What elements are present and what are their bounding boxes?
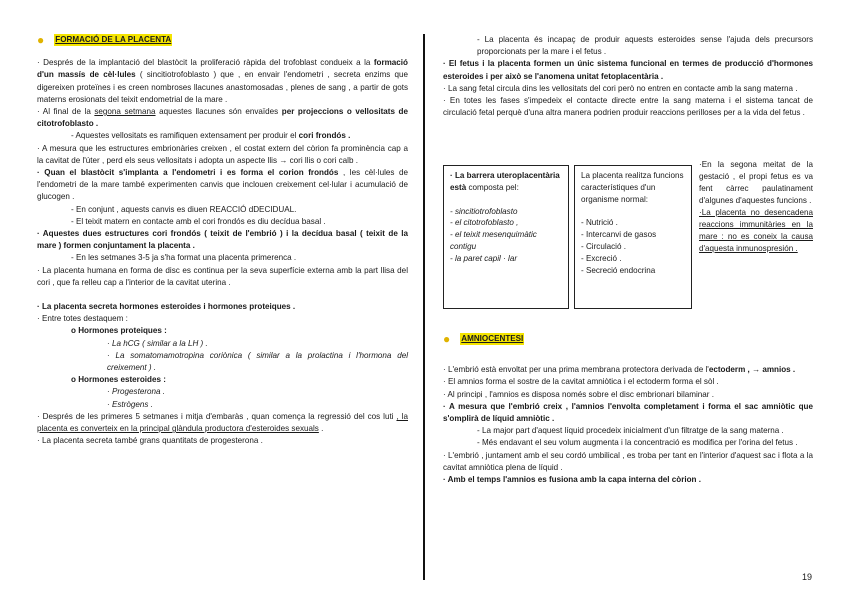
page-number: 19 [802, 572, 813, 582]
paragraph: - La placenta és incapaç de produir aquests esteroides sense l'ajuda dels precursors proporcionats per la mare i el fetus . [477, 35, 813, 57]
left-column [37, 34, 408, 448]
paragraph: - En conjunt , aquests canvis es diuen REACCIÓ dDECIDUAL. [71, 204, 297, 214]
paragraph: · Després de la implantació del blastòcit la proliferació ràpida del trofoblast condueix a la formació d'un massís de cèl·lules ( sincitiotrofoblasto ) que , en envair l'endometri , secreta enzims que digereixen proteïnes i es creen nombroses llacunes anastomosadas , plenes de sang , a partir de gots materns erosionats del teixit endometrial de la mare . [37, 58, 408, 104]
paragraph: ·En la segona meitat de la gestació , el propi fetus es va fent càrrec paulatinament d'algunes d'aquestes funcions . [699, 160, 813, 205]
list-heading: o Hormones esteroides : [71, 375, 166, 385]
amniocentesi-section [443, 333, 813, 486]
box-item: - sincitiotrofoblasto [450, 206, 518, 216]
paragraph: · La placenta humana en forma de disc es continua per la seva superfície externa amb la part llisa del cori , que fa relleu cap a l'interior de la cavitat uterina . [37, 265, 408, 287]
heading-placenta: FORMACIÓ DE LA PLACENTA [54, 34, 172, 46]
column-divider [423, 34, 425, 580]
list-item: · La somatomamotropina coriònica ( similar a la prolactina i l'hormona del creixement ) . [107, 350, 408, 373]
bullet-icon: ● [37, 33, 45, 48]
barrier-box [443, 165, 569, 309]
paragraph: - El teixit matern en contacte amb el cori frondós es diu decídua basal . [71, 216, 326, 226]
box-item: - Circulació . [581, 241, 626, 251]
box-item: - la paret capil · lar [450, 253, 518, 263]
right-column [443, 34, 813, 119]
paragraph: · A mesura que les estructures embrionàries creixen , el costat extern del còrion fa prominència cap a la cavitat de l'úter , perd els seus vellositats i adopta un aspecte llis → cori llis o cori calb . [37, 143, 408, 165]
box-title: · La barrera uteroplacentària està composta pel: [450, 171, 560, 192]
paragraph: · La placenta secreta també grans quantitats de progesterona . [37, 436, 263, 446]
paragraph: · Després de les primeres 5 setmanes i mitja d'embaràs , quan comença la regressió del cos luti , la placenta es converteix en la principal glàndula productora d'esteroides sexuals . [37, 411, 408, 434]
paragraph: - Més endavant el seu volum augmenta i la concentració es modifica per l'orina del fetus . [477, 438, 798, 448]
box-item: - el citotrofoblasto , [450, 218, 519, 228]
paragraph: · El amnios forma el sostre de la cavitat amniòtica i el ectoderm forma el sòl . [443, 377, 719, 387]
box-item: - Secreció endocrina [581, 265, 656, 275]
paragraph: · Entre totes destaquem : [37, 314, 128, 324]
paragraph: · En totes les fases s'impedeix el contacte directe entre la sang materna i el sistema tancat de circulació fetal perquè d'una altra manera podrien produir reaccions perilloses per a la vida del fetus . [443, 96, 813, 118]
list-item: · Progesterona . [107, 387, 166, 397]
paragraph: · L'embrió està envoltat per una prima membrana protectora derivada de l'ectoderm , → amnios . [443, 365, 796, 375]
box-item: - Excreció . [581, 253, 622, 263]
paragraph: · Quan el blastòcit s'implanta a l'endometri i es forma el corion frondós , les cèl·lules de l'endometri de la mare també experimenten canvis que inclouen creixement cel·lular i acumulació de glucogen . [37, 168, 409, 202]
paragraph: - La major part d'aquest líquid procedeix inicialment d'un filtratge de la sang materna . [477, 426, 784, 436]
section-heading-placenta [37, 34, 408, 46]
paragraph: · L'embrió , juntament amb el seu cordó umbilical , es troba per tant en l'interior d'aquest sac i flota a la cavitat amniòtica plena de líquid . [443, 450, 813, 472]
bullet-icon: ● [443, 332, 451, 347]
list-item: · La hCG ( similar a la LH ) . [107, 338, 208, 348]
paragraph: ·La placenta no desencadena reaccions immunitàries en la mare : no es coneix la causa d'aquesta inmunospresión . [699, 208, 813, 253]
box-title: La placenta realitza funcions característiques d'un organisme normal: [581, 171, 684, 204]
paragraph: - En les setmanes 3-5 ja s'ha format una placenta primerenca . [71, 253, 297, 263]
paragraph: - Aquestes vellositats es ramifiquen extensament per produir el cori frondós . [71, 131, 351, 141]
paragraph: · La sang fetal circula dins les vellositats del cori però no entren en contacte amb la sang materna . [443, 83, 798, 93]
section-heading-amnio [443, 333, 813, 345]
paragraph: · Al principi , l'amnios es disposa només sobre el disc embrionari bilaminar . [443, 389, 715, 399]
paragraph: · Al final de la segona setmana aquestes llacunes són envaïdes per projeccions o vellositats de citotrofoblasto . [37, 107, 408, 129]
box-item: - el teixit mesenquimàtic contigu [450, 230, 537, 251]
box-item: - Intercanvi de gasos [581, 230, 657, 240]
list-heading: o Hormones proteiques : [71, 326, 167, 336]
functions-box [574, 165, 692, 309]
paragraph: · La placenta secreta hormones esteroides i hormones proteiques . [37, 302, 296, 312]
paragraph: · El fetus i la placenta formen un únic sistema funcional en termes de producció d'hormones esteroides i per això se l'anomena unitat fetoplacentària . [443, 59, 813, 81]
paragraph: · A mesura que l'embrió creix , l'amnios l'envolta completament i forma el sac amniòtic que s'omplirà de líquid amniòtic . [443, 401, 813, 424]
list-item: · Estrògens . [107, 399, 153, 409]
paragraph: · Amb el temps l'amnios es fusiona amb la capa interna del còrion . [443, 475, 701, 485]
side-note [699, 159, 813, 255]
heading-amnio: AMNIOCENTESI [460, 333, 524, 345]
box-item: - Nutrició . [581, 218, 618, 228]
paragraph: · Aquestes dues estructures cori frondós ( teixit de l'embrió ) i la decídua basal ( teixit de la mare ) formen conjuntament la placenta . [37, 229, 408, 251]
